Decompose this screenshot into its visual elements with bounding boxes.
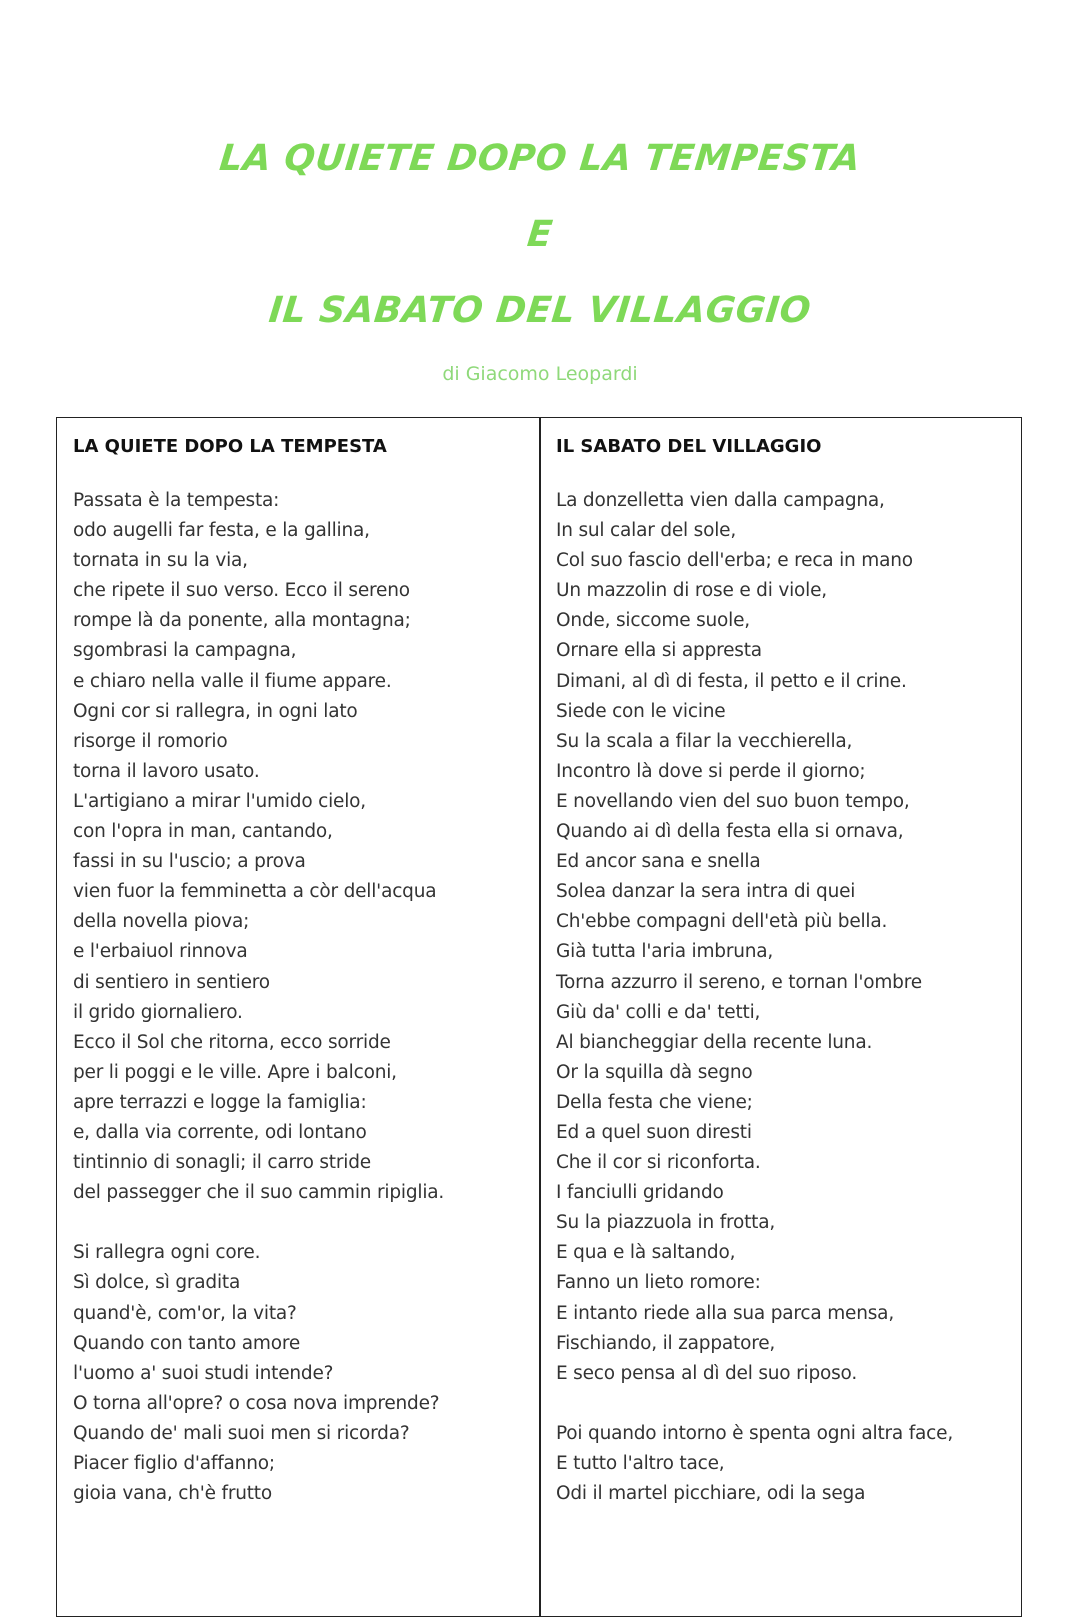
right-poem-verses <box>556 486 953 1509</box>
verse-line: Già tutta l'aria imbruna, <box>556 941 774 963</box>
verse-line: I fanciulli gridando <box>556 1182 724 1204</box>
title-line-1: LA QUIETE DOPO LA TEMPESTA <box>217 138 863 179</box>
verse-line: E seco pensa al dì del suo riposo. <box>556 1362 858 1384</box>
verse-line: quand'è, com'or, la vita? <box>73 1302 297 1324</box>
verse-line: Su la piazzuola in frotta, <box>556 1212 776 1234</box>
verse-line: tornata in su la via, <box>73 550 248 572</box>
verse-line: Odi il martel picchiare, odi la sega <box>556 1483 866 1505</box>
verse-line: Ecco il Sol che ritorna, ecco sorride <box>73 1031 391 1053</box>
title-conjunction: E <box>525 214 555 255</box>
verse-line: E intanto riede alla sua parca mensa, <box>556 1302 895 1324</box>
left-poem-verses <box>73 486 444 1509</box>
verse-line: Giù da' colli e da' tetti, <box>556 1001 761 1023</box>
verse-line: Un mazzolin di rose e di viole, <box>556 580 827 602</box>
verse-line: Su la scala a filar la vecchierella, <box>556 730 853 752</box>
verse-line: l'uomo a' suoi studi intende? <box>73 1362 334 1384</box>
verse-line: del passegger che il suo cammin ripiglia. <box>73 1182 445 1204</box>
verse-line <box>556 1389 953 1419</box>
verse-line: il grido giornaliero. <box>73 1001 243 1023</box>
verse-line: odo augelli far festa, e la gallina, <box>73 520 370 542</box>
verse-line: Piacer figlio d'affanno; <box>73 1453 275 1474</box>
verse-line: Ornare ella si appresta <box>556 640 762 662</box>
verse-line: O torna all'opre? o cosa nova imprende? <box>73 1392 440 1414</box>
verse-line: che ripete il suo verso. Ecco il sereno <box>73 580 410 602</box>
verse-line: Quando ai dì della festa ella si ornava, <box>556 821 904 843</box>
verse-line: Incontro là dove si perde il giorno; <box>556 760 866 782</box>
column-divider <box>539 418 541 1616</box>
title-line-2: IL SABATO DEL VILLAGGIO <box>266 290 814 331</box>
verse-line <box>73 1208 444 1238</box>
verse-line: della novella piova; <box>73 911 250 933</box>
verse-line: Quando de' mali suoi men si ricorda? <box>73 1422 410 1444</box>
left-poem-heading: LA QUIETE DOPO LA TEMPESTA <box>73 436 387 457</box>
verse-line: con l'opra in man, cantando, <box>73 821 333 843</box>
verse-line: E novellando vien del suo buon tempo, <box>556 790 910 812</box>
verse-line: Fanno un lieto romore: <box>556 1272 761 1294</box>
verse-line: tintinnio di sonagli; il carro stride <box>73 1152 371 1174</box>
verse-line: torna il lavoro usato. <box>73 760 260 782</box>
verse-line: risorge il romorio <box>73 730 228 752</box>
verse-line: In sul calar del sole, <box>556 520 737 542</box>
verse-line: L'artigiano a mirar l'umido cielo, <box>73 790 366 812</box>
verse-line: fassi in su l'uscio; a prova <box>73 851 306 873</box>
verse-line: La donzelletta vien dalla campagna, <box>556 490 885 511</box>
verse-line: Ogni cor si rallegra, in ogni lato <box>73 700 358 722</box>
verse-line: Ed a quel suon diresti <box>556 1121 752 1143</box>
verse-line: e chiaro nella valle il fiume appare. <box>73 670 392 692</box>
verse-line: Quando con tanto amore <box>73 1332 301 1354</box>
verse-line: Della festa che viene; <box>556 1091 753 1113</box>
verse-line: Siede con le vicine <box>556 700 726 722</box>
verse-line: per li poggi e le ville. Apre i balconi, <box>73 1061 397 1083</box>
verse-line: apre terrazzi e logge la famiglia: <box>73 1091 367 1113</box>
verse-line: Onde, siccome suole, <box>556 610 750 632</box>
verse-line: e, dalla via corrente, odi lontano <box>73 1121 367 1143</box>
verse-line: E qua e là saltando, <box>556 1242 736 1264</box>
verse-line: Si rallegra ogni core. <box>73 1242 261 1264</box>
verse-line: Che il cor si riconforta. <box>556 1152 761 1174</box>
verse-line: E tutto l'altro tace, <box>556 1453 725 1474</box>
verse-line: gioia vana, ch'è frutto <box>73 1483 272 1505</box>
verse-line: Poi quando intorno è spenta ogni altra face, <box>556 1422 954 1444</box>
verse-line: Fischiando, il zappatore, <box>556 1332 776 1354</box>
verse-line: Ed ancor sana e snella <box>556 851 761 873</box>
verse-line: vien fuor la femminetta a còr dell'acqua <box>73 881 437 903</box>
verse-line: sgombrasi la campagna, <box>73 640 297 662</box>
verse-line: Or la squilla dà segno <box>556 1061 753 1083</box>
poem-table <box>56 417 1022 1617</box>
right-poem-heading: IL SABATO DEL VILLAGGIO <box>556 436 822 457</box>
verse-line: di sentiero in sentiero <box>73 971 270 993</box>
verse-line: rompe là da ponente, alla montagna; <box>73 610 411 632</box>
verse-line: Solea danzar la sera intra di quei <box>556 881 856 903</box>
verse-line: e l'erbaiuol rinnova <box>73 941 248 963</box>
verse-line: Col suo fascio dell'erba; e reca in mano <box>556 550 913 572</box>
verse-line: Sì dolce, sì gradita <box>73 1272 241 1294</box>
verse-line: Al biancheggiar della recente luna. <box>556 1031 873 1053</box>
verse-line: Ch'ebbe compagni dell'età più bella. <box>556 911 888 933</box>
verse-line: Dimani, al dì di festa, il petto e il crine. <box>556 670 907 692</box>
author-line: di Giacomo Leopardi <box>442 363 638 385</box>
verse-line: Torna azzurro il sereno, e tornan l'ombre <box>556 971 922 993</box>
verse-line: Passata è la tempesta: <box>73 490 280 511</box>
